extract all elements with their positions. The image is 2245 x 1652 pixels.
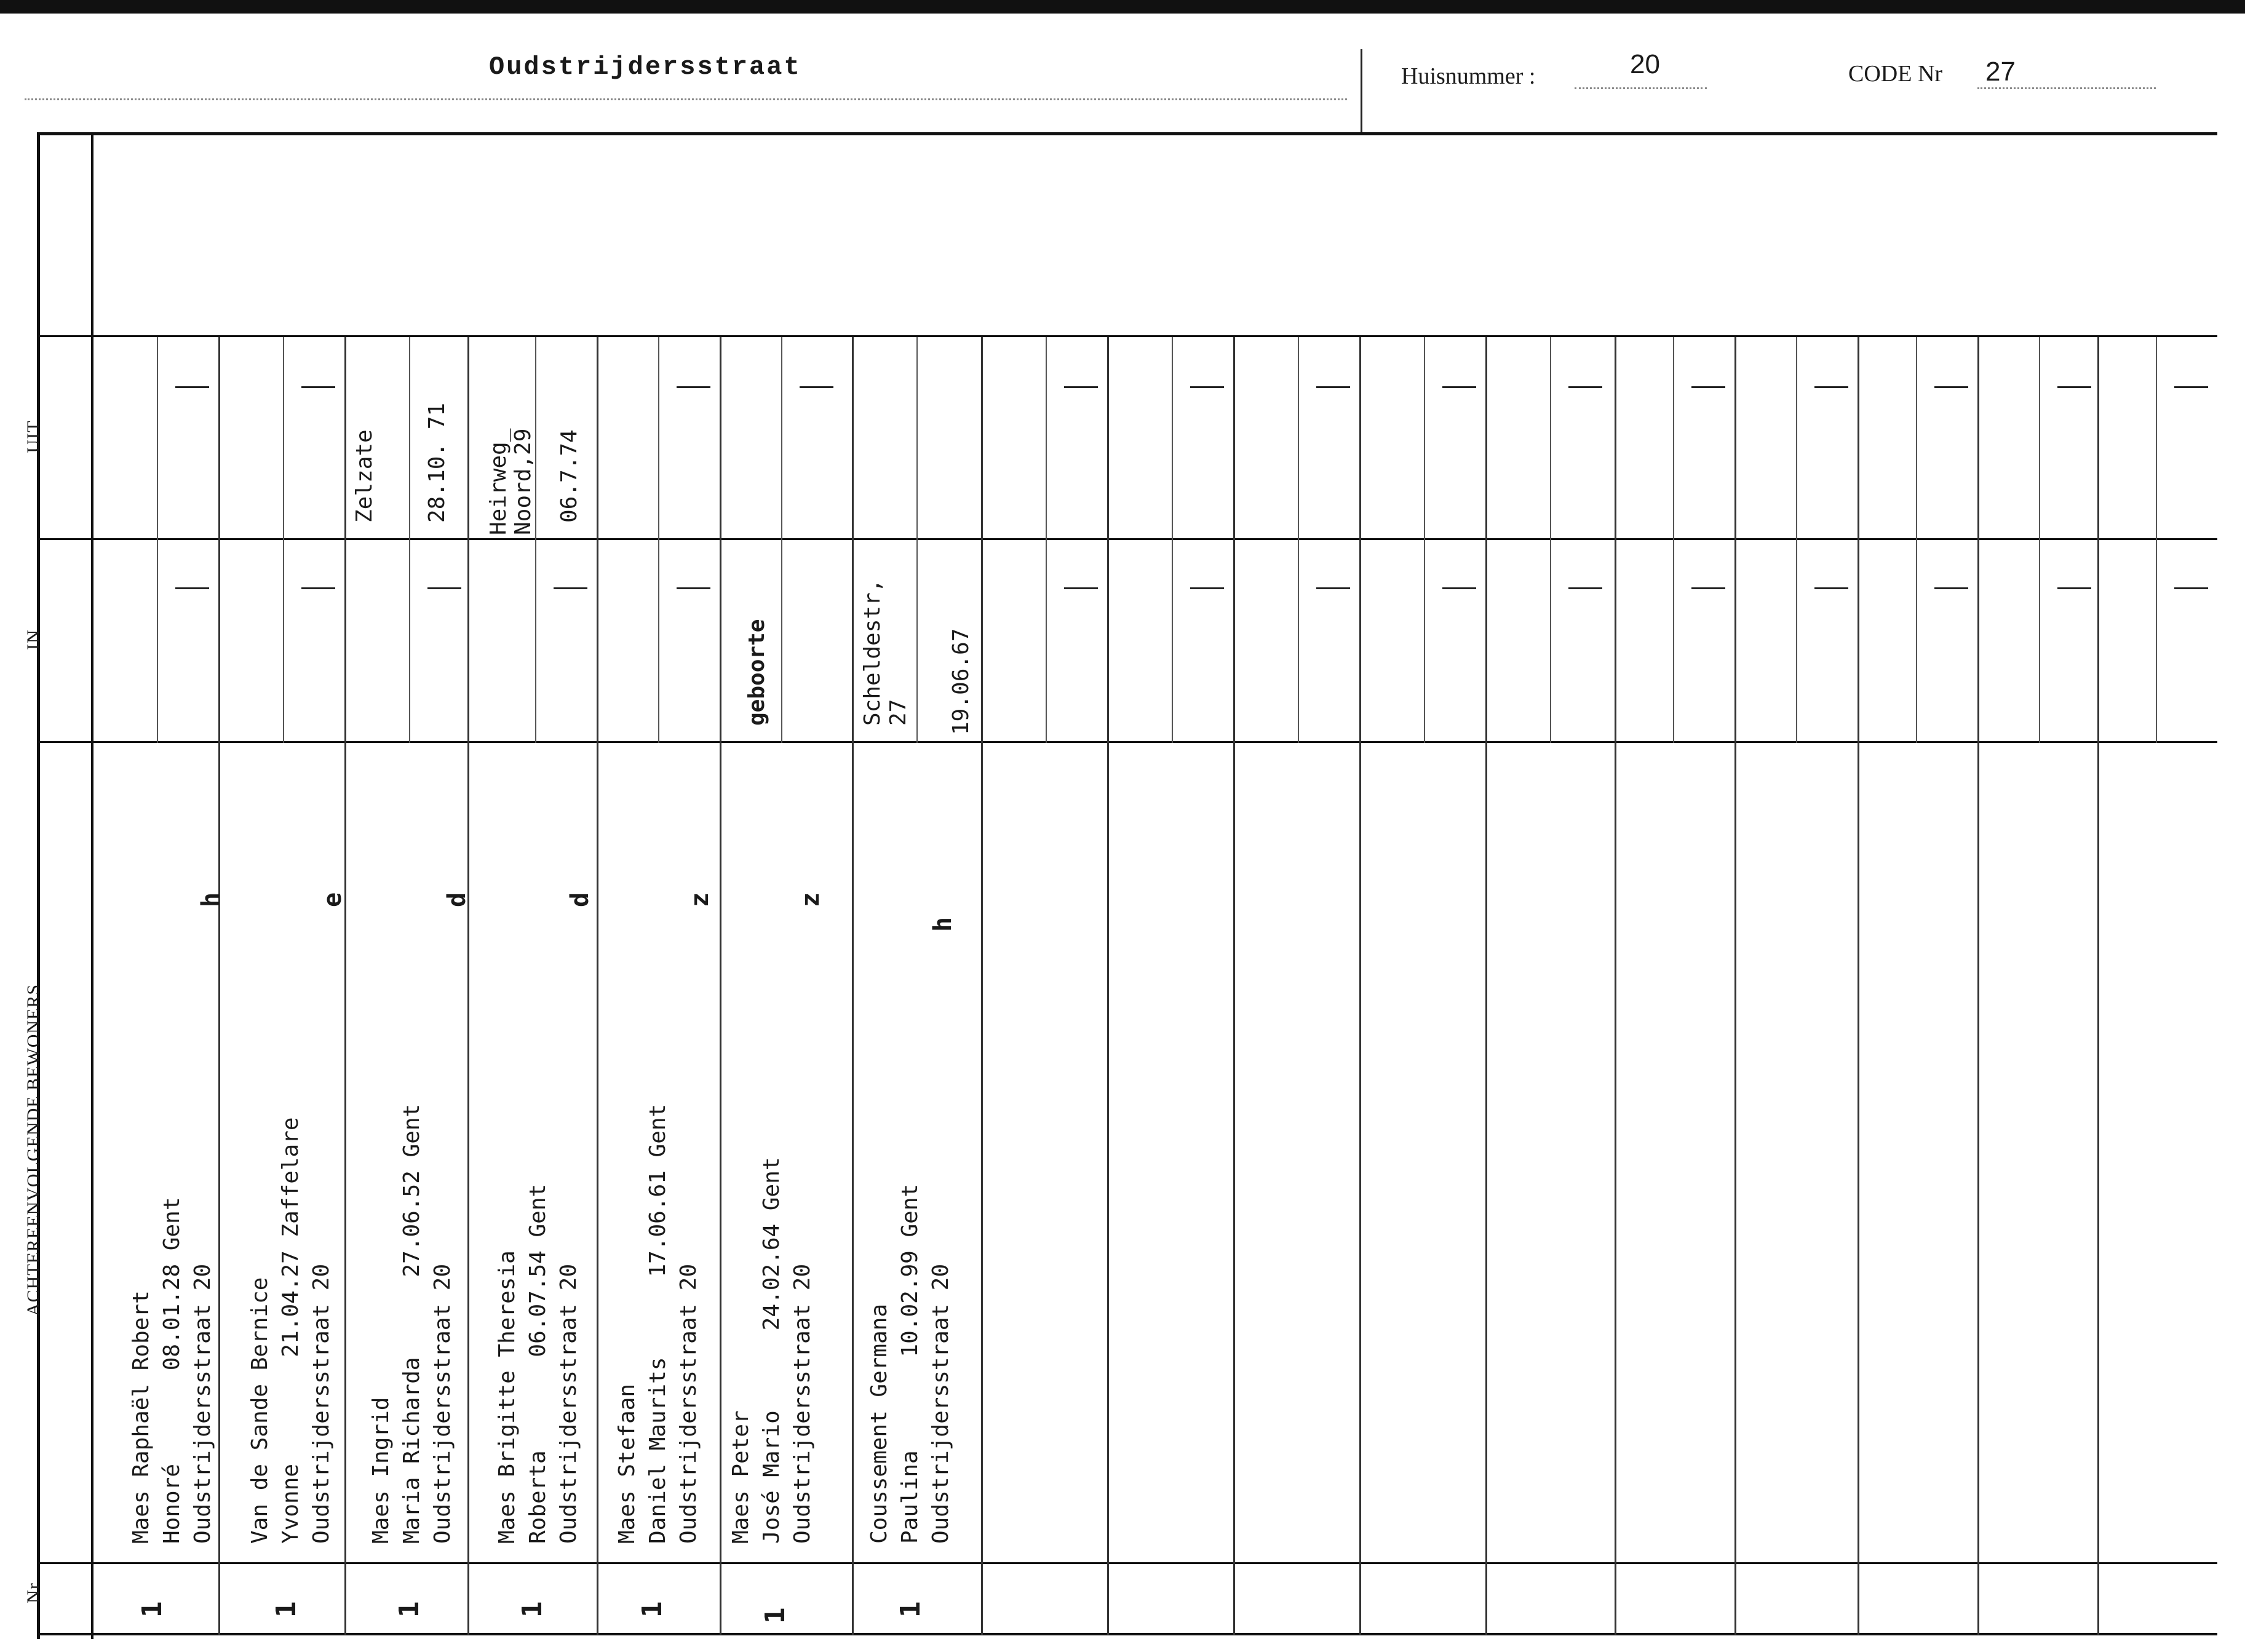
resident-1-birth: Honoré 08.01.28 Gent xyxy=(159,1197,185,1544)
major-column-line xyxy=(1233,337,1235,1635)
house-number-dotted-line xyxy=(1575,87,1707,89)
resident-6-mark: z xyxy=(797,892,825,907)
section-label-residents: ACHTEREENVOLGENDE BEWONERS xyxy=(23,983,44,1317)
street-dotted-line xyxy=(25,98,1347,100)
resident-4-out-place: Heirweg_ xyxy=(486,428,511,535)
resident-3-out-place: Zelzate xyxy=(352,429,377,523)
label-column-border xyxy=(91,132,93,1639)
major-column-line xyxy=(344,337,346,1635)
in-empty-dash xyxy=(2057,587,2091,589)
resident-5-address: Oudstrijdersstraat 20 xyxy=(676,1263,701,1544)
resident-3-address: Oudstrijdersstraat 20 xyxy=(430,1263,455,1544)
out-empty-dash xyxy=(1934,386,1968,388)
resident-4-address: Oudstrijdersstraat 20 xyxy=(556,1263,581,1544)
resident-entry-1 xyxy=(126,1197,218,1544)
resident-3-out-date: 28.10. 71 xyxy=(424,402,450,523)
major-column-line xyxy=(218,337,220,1635)
resident-1-name: Maes Raphaël Robert xyxy=(129,1290,154,1544)
major-column-line xyxy=(852,337,854,1635)
resident-7-birth: Paulina 10.02.99 Gent xyxy=(897,1183,923,1544)
resident-2-nr: 1 xyxy=(271,1601,302,1618)
table-bottom-border xyxy=(37,1633,2217,1635)
major-column-line xyxy=(720,337,721,1635)
resident-7-address: Oudstrijdersstraat 20 xyxy=(928,1263,953,1544)
house-number-label: Huisnummer : xyxy=(1401,63,1536,89)
major-column-line xyxy=(1977,337,1979,1635)
minor-column-line xyxy=(1298,337,1299,743)
minor-column-line xyxy=(157,337,158,743)
section-label-out: UIT xyxy=(23,420,44,453)
resident-4-out-place-2: Noord,29 xyxy=(511,428,536,535)
major-column-line xyxy=(1359,337,1361,1635)
row-divider-uit xyxy=(37,335,2217,337)
minor-column-line xyxy=(1796,337,1797,743)
in-empty-dash xyxy=(175,587,209,589)
resident-4-name: Maes Brigitte Theresia xyxy=(495,1250,520,1544)
resident-5-birth: Daniel Maurits 17.06.61 Gent xyxy=(645,1103,670,1544)
out-empty-dash xyxy=(1568,386,1602,388)
out-empty-dash xyxy=(1442,386,1476,388)
in-empty-dash xyxy=(1316,587,1350,589)
major-column-line xyxy=(1107,337,1109,1635)
resident-entry-2 xyxy=(245,1117,337,1544)
resident-1-address: Oudstrijdersstraat 20 xyxy=(190,1263,215,1544)
resident-6-name: Maes Peter xyxy=(728,1410,753,1544)
out-empty-dash xyxy=(2174,386,2208,388)
scan-top-border xyxy=(0,0,2245,14)
minor-column-line xyxy=(2156,337,2157,743)
minor-column-line xyxy=(283,337,284,743)
resident-7-nr: 1 xyxy=(895,1601,926,1618)
minor-column-line xyxy=(1424,337,1425,743)
resident-7-mark: h xyxy=(929,916,957,932)
out-empty-dash xyxy=(2057,386,2091,388)
resident-4-mark: d xyxy=(566,892,594,907)
resident-6-nr: 1 xyxy=(760,1607,791,1624)
in-empty-dash xyxy=(1691,587,1725,589)
resident-7-name: Coussement Germana xyxy=(867,1303,892,1544)
out-empty-dash xyxy=(301,386,335,388)
out-empty-dash xyxy=(677,386,710,388)
minor-column-line xyxy=(1673,337,1674,743)
out-empty-dash xyxy=(1316,386,1350,388)
resident-5-mark: z xyxy=(686,892,714,907)
row-divider-nr xyxy=(37,1562,2217,1564)
resident-2-birth: Yvonne 21.04.27 Zaffelare xyxy=(278,1117,303,1544)
major-column-line xyxy=(981,337,983,1635)
resident-7-in-place: Scheldestr, xyxy=(860,579,885,726)
in-empty-dash xyxy=(1190,587,1224,589)
street-name: Oudstrijdersstraat xyxy=(489,52,801,82)
code-number-label: CODE Nr xyxy=(1848,61,1943,87)
resident-6-in-place: geboorte xyxy=(744,619,769,726)
in-empty-dash xyxy=(554,587,587,589)
minor-column-line xyxy=(1916,337,1917,743)
out-empty-dash xyxy=(1064,386,1098,388)
table-top-border xyxy=(37,132,2217,135)
out-empty-dash xyxy=(1814,386,1848,388)
resident-2-name: Van de Sande Bernice xyxy=(247,1277,272,1544)
resident-3-name: Maes Ingrid xyxy=(368,1397,394,1544)
house-number-value: 20 xyxy=(1630,49,1660,79)
resident-2-mark: e xyxy=(319,892,347,907)
minor-column-line xyxy=(781,337,782,743)
in-empty-dash xyxy=(1814,587,1848,589)
minor-column-line xyxy=(535,337,536,743)
resident-4-out-date: 06.7.74 xyxy=(557,429,582,523)
major-column-line xyxy=(1615,337,1616,1635)
resident-entry-3 xyxy=(366,1104,458,1544)
section-label-nr: Nr xyxy=(23,1583,44,1603)
resident-3-nr: 1 xyxy=(394,1601,425,1618)
minor-column-line xyxy=(1550,337,1551,743)
resident-5-nr: 1 xyxy=(637,1601,668,1618)
resident-1-mark: h xyxy=(197,892,225,907)
major-column-line xyxy=(1734,337,1736,1635)
minor-column-line xyxy=(658,337,659,743)
row-divider-residents xyxy=(37,741,2217,743)
minor-column-line xyxy=(1046,337,1047,743)
out-empty-dash xyxy=(175,386,209,388)
resident-3-birth: Maria Richarda 27.06.52 Gent xyxy=(399,1103,424,1544)
code-number-value: 27 xyxy=(1985,57,2016,87)
major-column-line xyxy=(467,337,469,1635)
header-separator xyxy=(1361,49,1362,132)
resident-entry-6 xyxy=(726,1157,818,1544)
resident-6-address: Oudstrijdersstraat 20 xyxy=(790,1263,815,1544)
resident-entry-5 xyxy=(612,1104,704,1544)
in-empty-dash xyxy=(1568,587,1602,589)
in-empty-dash xyxy=(2174,587,2208,589)
resident-4-birth: Roberta 06.07.54 Gent xyxy=(525,1183,550,1544)
major-column-line xyxy=(597,337,598,1635)
resident-5-name: Maes Stefaan xyxy=(614,1383,640,1544)
out-empty-dash xyxy=(1190,386,1224,388)
resident-entry-7 xyxy=(864,1184,956,1544)
section-label-in: IN xyxy=(23,629,44,650)
minor-column-line xyxy=(1172,337,1173,743)
major-column-line xyxy=(2097,337,2099,1635)
minor-column-line xyxy=(2039,337,2040,743)
minor-column-line xyxy=(916,337,918,743)
major-column-line xyxy=(1858,337,1859,1635)
in-empty-dash xyxy=(1064,587,1098,589)
row-divider-in xyxy=(37,538,2217,540)
resident-2-address: Oudstrijdersstraat 20 xyxy=(309,1263,334,1544)
in-empty-dash xyxy=(301,587,335,589)
out-empty-dash xyxy=(800,386,833,388)
in-empty-dash xyxy=(677,587,710,589)
resident-7-in-place-2: 27 xyxy=(886,699,911,726)
in-empty-dash xyxy=(427,587,461,589)
resident-6-birth: José Mario 24.02.64 Gent xyxy=(759,1157,784,1544)
resident-3-mark: d xyxy=(443,892,471,907)
resident-entry-4 xyxy=(492,1184,584,1544)
code-dotted-line xyxy=(1977,87,2156,89)
resident-4-nr: 1 xyxy=(517,1601,548,1618)
major-column-line xyxy=(1485,337,1487,1635)
resident-7-in-date: 19.06.67 xyxy=(948,628,974,735)
out-empty-dash xyxy=(1691,386,1725,388)
minor-column-line xyxy=(409,337,410,743)
resident-1-nr: 1 xyxy=(137,1601,168,1618)
in-empty-dash xyxy=(1442,587,1476,589)
in-empty-dash xyxy=(1934,587,1968,589)
table-left-border xyxy=(37,132,40,1639)
